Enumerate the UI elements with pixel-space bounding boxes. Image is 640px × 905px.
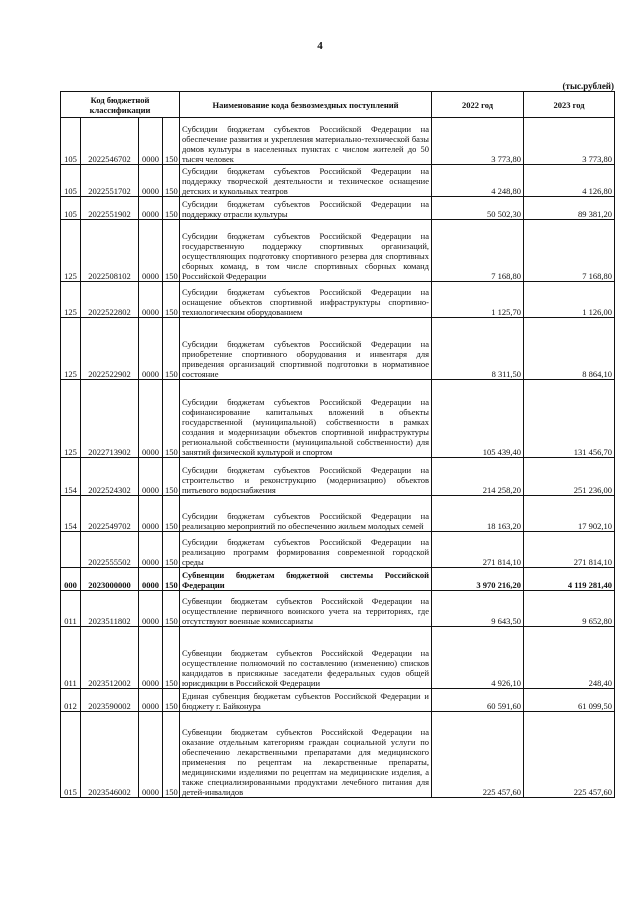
code-kind: 150 <box>163 712 180 798</box>
value-2023: 9 652,80 <box>524 591 615 627</box>
code-admin: 125 <box>61 318 81 380</box>
row-name: Субсидии бюджетам субъектов Российской Федерации на софинансирование капитальных вложений в объекты государственной (муниципальной) собственности в рамках создания и модернизации объектов спортивной инфраструктуры региональной собственности (муниципальной собственности) для занятий физической культурой и спортом <box>180 380 432 458</box>
code-sub: 0000 <box>139 496 163 532</box>
value-2023: 4 119 281,40 <box>524 568 615 591</box>
value-2022: 8 311,50 <box>432 318 524 380</box>
row-name: Субвенции бюджетам субъектов Российской Федерации на осуществление полномочий по составлению (изменению) списков кандидатов в присяжные заседатели федеральных судов общей юрисдикции в Российской Федерации <box>180 627 432 689</box>
table-row <box>61 197 615 220</box>
table-row <box>61 591 615 627</box>
value-2022: 50 502,30 <box>432 197 524 220</box>
value-2022: 214 258,20 <box>432 458 524 496</box>
row-name: Единая субвенция бюджетам субъектов Российской Федерации и бюджету г. Байконура <box>180 689 432 712</box>
value-2022: 3 773,80 <box>432 118 524 165</box>
code-admin: 105 <box>61 165 81 197</box>
code-kind: 150 <box>163 532 180 568</box>
code-sub: 0000 <box>139 318 163 380</box>
header-2023: 2023 год <box>524 92 615 118</box>
code-admin: 000 <box>61 568 81 591</box>
table-row <box>61 568 615 591</box>
code-admin <box>61 532 81 568</box>
value-2022: 271 814,10 <box>432 532 524 568</box>
code-sub: 0000 <box>139 220 163 282</box>
row-name: Субсидии бюджетам субъектов Российской Федерации на приобретение спортивного оборудования и инвентаря для приведения организаций спортивной подготовки в нормативное состояние <box>180 318 432 380</box>
header-name: Наименование кода безвозмездных поступлений <box>180 92 432 118</box>
table-row <box>61 689 615 712</box>
code-main: 2022549702 <box>81 496 139 532</box>
code-kind: 150 <box>163 220 180 282</box>
code-main: 2023590002 <box>81 689 139 712</box>
table-row <box>61 282 615 318</box>
table-row <box>61 458 615 496</box>
row-name: Субсидии бюджетам субъектов Российской Федерации на обеспечение развития и укрепления материально-технической базы домов культуры в населенных пунктах с числом жителей до 50 тысяч человек <box>180 118 432 165</box>
value-2023: 17 902,10 <box>524 496 615 532</box>
value-2023: 8 864,10 <box>524 318 615 380</box>
table-header-row <box>61 92 615 118</box>
row-name: Субсидии бюджетам субъектов Российской Федерации на поддержку отрасли культуры <box>180 197 432 220</box>
code-kind: 150 <box>163 197 180 220</box>
row-name: Субсидии бюджетам субъектов Российской Федерации на строительство и реконструкцию (модернизацию) объектов питьевого водоснабжения <box>180 458 432 496</box>
table-row <box>61 380 615 458</box>
code-kind: 150 <box>163 591 180 627</box>
code-kind: 150 <box>163 627 180 689</box>
code-main: 2023512002 <box>81 627 139 689</box>
code-admin: 015 <box>61 712 81 798</box>
value-2023: 248,40 <box>524 627 615 689</box>
code-admin: 125 <box>61 220 81 282</box>
table-row <box>61 165 615 197</box>
page-number: 4 <box>317 40 323 52</box>
code-kind: 150 <box>163 118 180 165</box>
code-admin: 154 <box>61 496 81 532</box>
value-2022: 60 591,60 <box>432 689 524 712</box>
code-main: 2023000000 <box>81 568 139 591</box>
value-2022: 1 125,70 <box>432 282 524 318</box>
code-sub: 0000 <box>139 197 163 220</box>
code-kind: 150 <box>163 165 180 197</box>
budget-table <box>60 91 615 798</box>
code-sub: 0000 <box>139 568 163 591</box>
value-2023: 4 126,80 <box>524 165 615 197</box>
code-main: 2022522802 <box>81 282 139 318</box>
table-row <box>61 220 615 282</box>
table-row <box>61 627 615 689</box>
code-admin: 011 <box>61 591 81 627</box>
code-main: 2022551902 <box>81 197 139 220</box>
value-2022: 9 643,50 <box>432 591 524 627</box>
code-kind: 150 <box>163 318 180 380</box>
code-admin: 125 <box>61 380 81 458</box>
row-name: Субсидии бюджетам субъектов Российской Федерации на поддержку творческой деятельности и техническое оснащение детских и кукольных театров <box>180 165 432 197</box>
code-admin: 154 <box>61 458 81 496</box>
value-2023: 225 457,60 <box>524 712 615 798</box>
code-kind: 150 <box>163 689 180 712</box>
value-2022: 18 163,20 <box>432 496 524 532</box>
code-main: 2022713902 <box>81 380 139 458</box>
code-main: 2022524302 <box>81 458 139 496</box>
code-kind: 150 <box>163 458 180 496</box>
row-name: Субсидии бюджетам субъектов Российской Федерации на оснащение объектов спортивной инфраструктуры спортивно-технологическим оборудованием <box>180 282 432 318</box>
code-kind: 150 <box>163 282 180 318</box>
code-sub: 0000 <box>139 165 163 197</box>
value-2023: 131 456,70 <box>524 380 615 458</box>
value-2023: 61 099,50 <box>524 689 615 712</box>
table-row <box>61 712 615 798</box>
code-kind: 150 <box>163 568 180 591</box>
code-kind: 150 <box>163 496 180 532</box>
value-2023: 271 814,10 <box>524 532 615 568</box>
code-admin: 011 <box>61 627 81 689</box>
code-admin: 125 <box>61 282 81 318</box>
code-main: 2022555502 <box>81 532 139 568</box>
units-label: (тыс.рублей) <box>562 81 614 91</box>
header-2022: 2022 год <box>432 92 524 118</box>
code-sub: 0000 <box>139 380 163 458</box>
code-main: 2022522902 <box>81 318 139 380</box>
code-kind: 150 <box>163 380 180 458</box>
code-sub: 0000 <box>139 689 163 712</box>
value-2023: 89 381,20 <box>524 197 615 220</box>
value-2022: 7 168,80 <box>432 220 524 282</box>
row-name: Субсидии бюджетам субъектов Российской Федерации на реализацию мероприятий по обеспечению жильем молодых семей <box>180 496 432 532</box>
code-main: 2022551702 <box>81 165 139 197</box>
value-2022: 4 926,10 <box>432 627 524 689</box>
value-2023: 1 126,00 <box>524 282 615 318</box>
row-name: Субвенции бюджетам бюджетной системы Российской Федерации <box>180 568 432 591</box>
row-name: Субвенции бюджетам субъектов Российской Федерации на осуществление первичного воинского учета на территориях, где отсутствуют военные комиссариаты <box>180 591 432 627</box>
value-2022: 3 970 216,20 <box>432 568 524 591</box>
code-sub: 0000 <box>139 118 163 165</box>
value-2022: 105 439,40 <box>432 380 524 458</box>
code-main: 2022546702 <box>81 118 139 165</box>
code-sub: 0000 <box>139 532 163 568</box>
code-sub: 0000 <box>139 282 163 318</box>
code-admin: 105 <box>61 197 81 220</box>
value-2022: 4 248,80 <box>432 165 524 197</box>
table-row <box>61 318 615 380</box>
row-name: Субвенции бюджетам субъектов Российской Федерации на оказание отдельным категориям граждан социальной услуги по обеспечению лекарственными препаратами для медицинского применения по рецептам на лекарственные препараты, медицинскими изделиями по рецептам на медицинские изделия, а также специализированными продуктами лечебного питания для детей-инвалидов <box>180 712 432 798</box>
code-main: 2022508102 <box>81 220 139 282</box>
value-2022: 225 457,60 <box>432 712 524 798</box>
code-sub: 0000 <box>139 627 163 689</box>
header-code: Код бюджетной классификации <box>61 92 180 118</box>
code-admin: 012 <box>61 689 81 712</box>
value-2023: 251 236,00 <box>524 458 615 496</box>
table-row <box>61 496 615 532</box>
code-sub: 0000 <box>139 458 163 496</box>
code-admin: 105 <box>61 118 81 165</box>
code-main: 2023546002 <box>81 712 139 798</box>
table-row <box>61 118 615 165</box>
row-name: Субсидии бюджетам субъектов Российской Федерации на реализацию программ формирования современной городской среды <box>180 532 432 568</box>
table-row <box>61 532 615 568</box>
code-sub: 0000 <box>139 591 163 627</box>
row-name: Субсидии бюджетам субъектов Российской Федерации на государственную поддержку спортивных организаций, осуществляющих подготовку спортивного резерва для спортивных сборных команд, в том числе спортивных сборных команд Российской Федерации <box>180 220 432 282</box>
code-main: 2023511802 <box>81 591 139 627</box>
value-2023: 3 773,80 <box>524 118 615 165</box>
code-sub: 0000 <box>139 712 163 798</box>
value-2023: 7 168,80 <box>524 220 615 282</box>
